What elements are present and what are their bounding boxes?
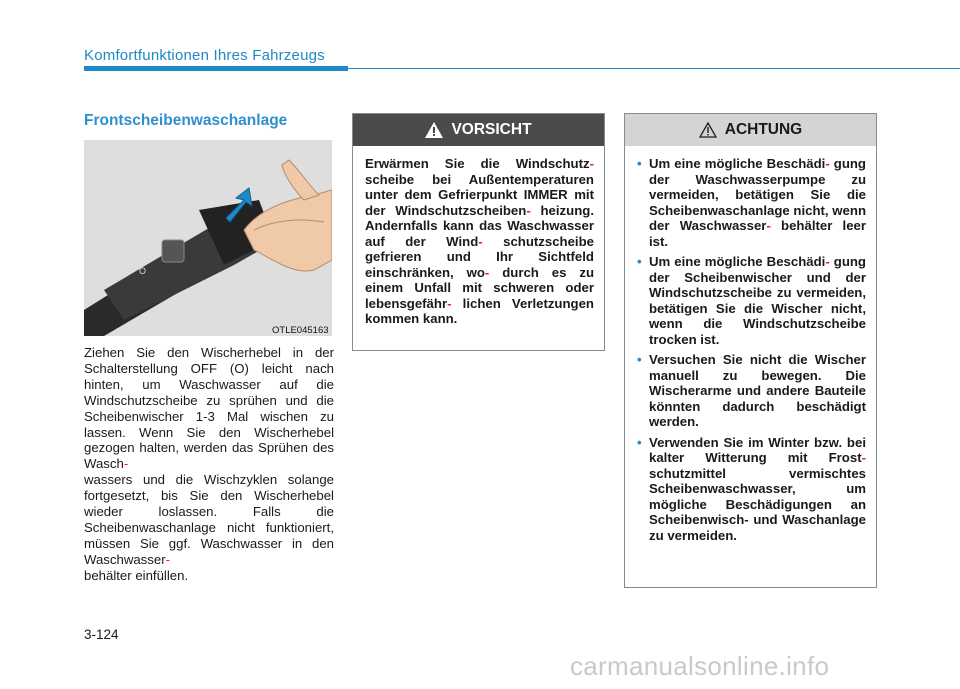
hyphen: - [447, 295, 452, 311]
svg-text:1: 1 [142, 254, 148, 264]
vorsicht-text-part: durch es zu einem Unfall mit schweren oder lebensgefähr [365, 264, 594, 311]
hyphen: - [123, 456, 129, 472]
body-text-part: wassers und die Wischzyklen solange fortgesetzt, bis Sie den Wischerhebel wieder loslassen. Falls die Scheibenwaschanlage nicht funktioniert, müssen Sie ggf. Waschwasser in den Waschwasser [84, 472, 334, 567]
header-title: Komfortfunktionen Ihres Fahrzeugs [84, 47, 325, 64]
vorsicht-text-part: lichen Verletzungen kommen kann. [365, 295, 594, 326]
body-text-part: behälter einfüllen. [84, 567, 189, 583]
list-item-text: gung der Waschwasserpumpe zu vermeiden, betätigen Sie die Scheibenwaschanlage nicht, wenn der Waschwasser [649, 156, 866, 233]
bullet-icon: • [637, 434, 642, 450]
list-item-text: Um eine mögliche Beschädi [649, 254, 826, 269]
list-item [637, 254, 866, 347]
hyphen: - [526, 202, 531, 218]
hyphen: - [825, 254, 830, 269]
vorsicht-title: VORSICHT [451, 121, 532, 138]
bullet-icon: • [637, 352, 642, 367]
page-number: 3-124 [84, 627, 119, 642]
list-item-text: Verwenden Sie im Winter bzw. bei kalter Witterung mit Frost [649, 434, 866, 465]
warning-triangle-icon [425, 122, 443, 138]
hyphen: - [825, 156, 830, 171]
list-item-text: gung der Scheibenwischer und der Windschutzscheibe zu vermeiden, betätigen Sie die Wischer nicht, wenn die Windschutzscheibe trocken ist. [649, 254, 866, 347]
bullet-icon: • [637, 156, 642, 171]
vorsicht-box [352, 113, 605, 351]
vorsicht-text-part: schutzscheibe gefrieren und Ihr Sichtfeld einschränken, wo [365, 233, 594, 280]
achtung-title: ACHTUNG [724, 121, 803, 138]
section-title: Frontscheibenwaschanlage [84, 112, 288, 129]
hyphen: - [165, 551, 170, 567]
list-item-text: Versuchen Sie nicht die Wischer manuell zu bewegen. Die Wischerarme und andere Bauteile könnten dadurch beschädigt werden. [649, 352, 866, 429]
hyphen: - [589, 156, 594, 171]
caution-triangle-icon [699, 122, 717, 138]
vorsicht-text [353, 146, 604, 327]
achtung-list [625, 146, 876, 543]
list-item-text: schutzmittel vermischtes Scheibenwaschwasser, um mögliche Beschädigungen an Scheibenwisch- und Waschanlage zu vermeiden. [649, 465, 866, 543]
watermark: carmanualsonline.info [570, 651, 830, 681]
achtung-header [625, 114, 876, 146]
bullet-icon: • [637, 254, 642, 269]
header-rule [348, 68, 960, 69]
list-item [637, 435, 866, 544]
list-item-text: Um eine mögliche Beschädi [649, 156, 826, 171]
vorsicht-text-part: Erwärmen Sie die Windschutz [365, 156, 590, 171]
vorsicht-text-part: heizung. Andernfalls kann das Waschwasser auf der Wind [365, 202, 594, 249]
svg-text:O: O [139, 266, 147, 276]
achtung-box [624, 113, 877, 588]
list-item-text: behälter leer ist. [649, 218, 866, 249]
hyphen: - [766, 218, 771, 233]
hyphen: - [478, 233, 483, 249]
wiper-lever-illustration [84, 140, 332, 336]
vorsicht-text-part: scheibe bei Außentemperaturen unter dem Gefrierpunkt IMMER mit der Windschutzscheiben [365, 171, 594, 218]
body-text-part: Ziehen Sie den Wischerhebel in der Schalterstellung OFF (O) leicht nach hinten, um Waschwasser auf die Windschutzscheibe zu sprühen und die Scheibenwischer 1-3 Mal wischen zu lassen. Wenn Sie den Wischerhebel gezogen halten, werden das Sprühen des Wasch [84, 345, 334, 472]
list-item [637, 352, 866, 430]
figure-caption: OTLE045163 [272, 325, 329, 336]
hyphen: - [861, 450, 866, 465]
wiper-lever-icon [84, 140, 332, 336]
hyphen: - [484, 264, 490, 280]
body-paragraph [84, 345, 334, 584]
svg-text:2: 2 [144, 242, 150, 252]
header-bar [84, 66, 348, 71]
vorsicht-header [353, 114, 604, 146]
list-item [637, 156, 866, 249]
